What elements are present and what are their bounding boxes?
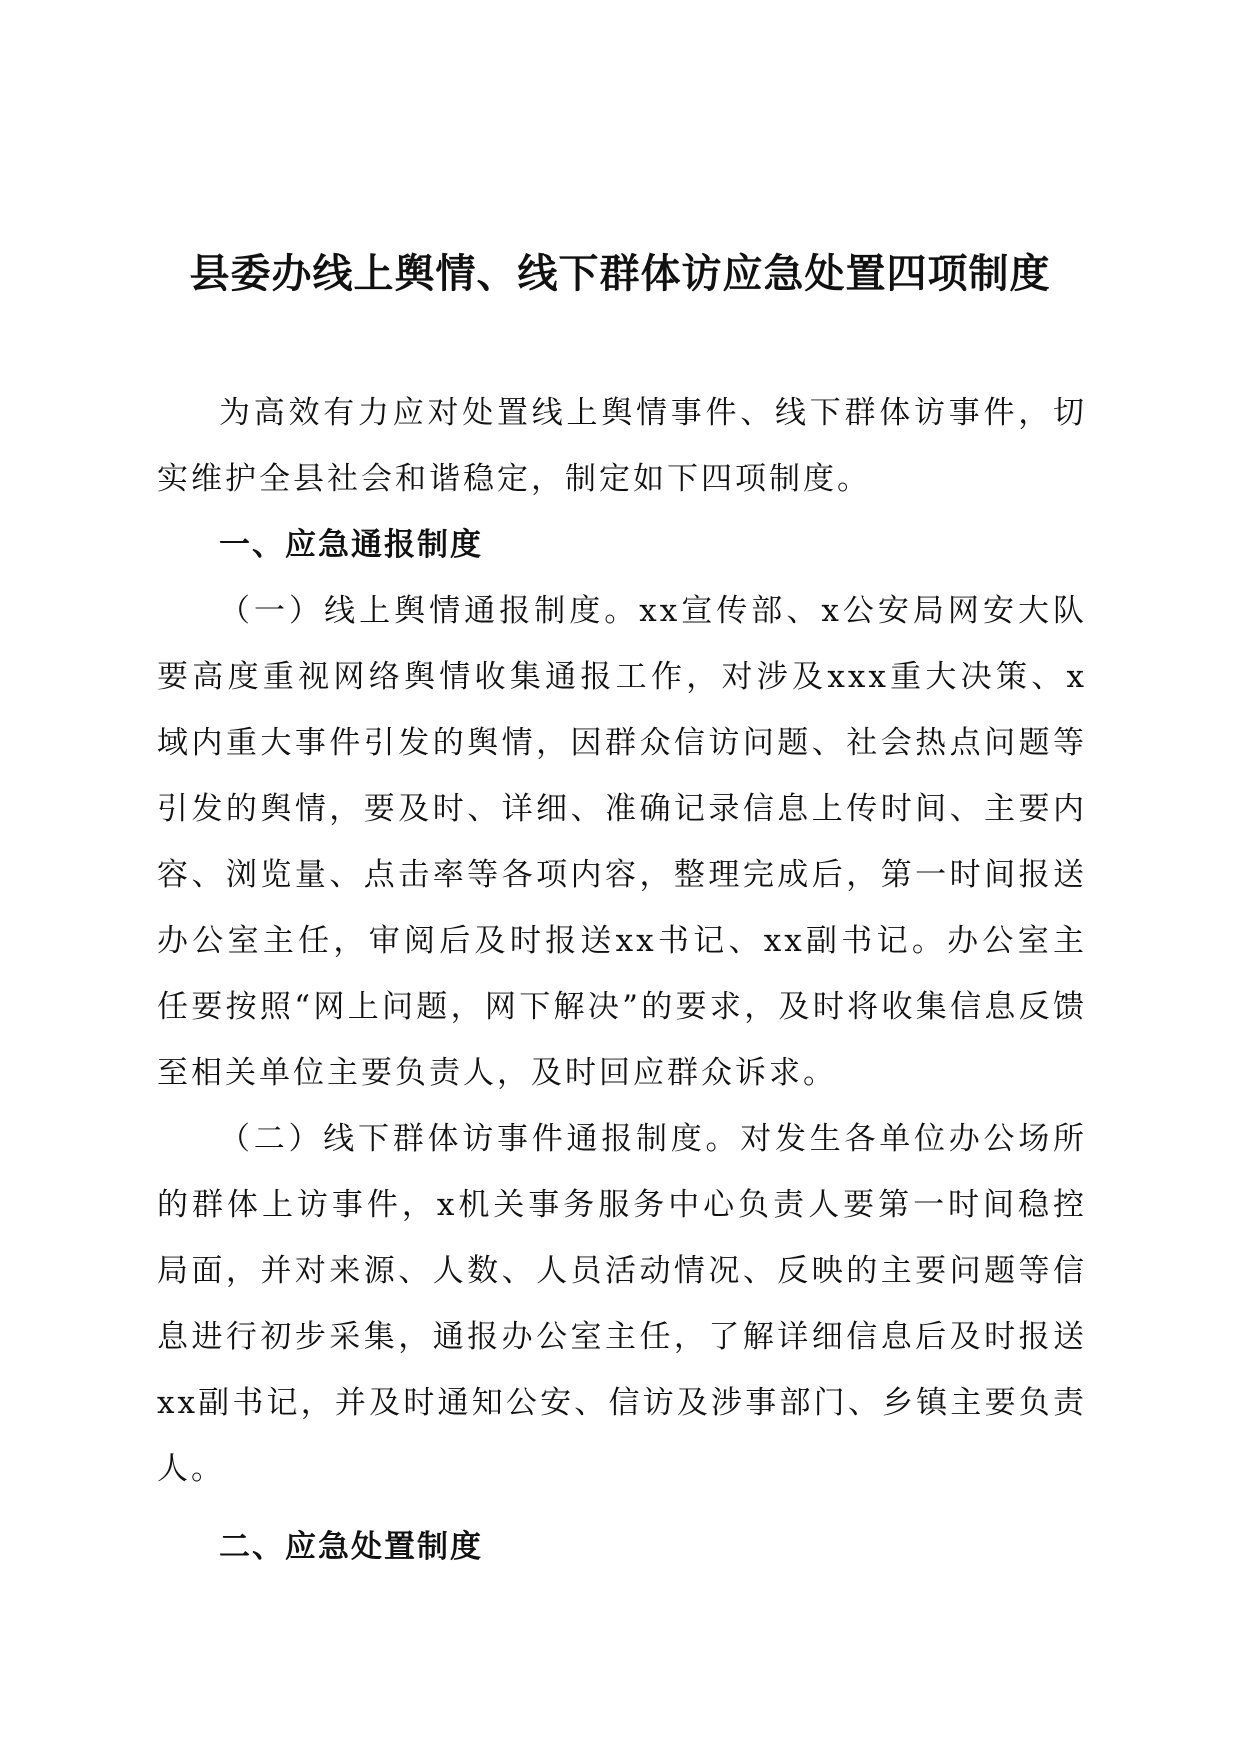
section-heading-1: 一、应急通报制度 — [219, 527, 483, 563]
section1-paragraph-1: （一）线上舆情通报制度。xx宣传部、x公安局网安大队要高度重视网络舆情收集通报工作，对涉及xxx重大决策、x域内重大事件引发的舆情，因群众信访问题、社会热点问题等引发的舆情，要及时、详细、准确记录信息上传时间、主要内容、浏览量、点击率等各项内容，整理完成后，第一时间报送办公室主任，审阅后及时报送xx书记、xx副书记。办公室主任要按照“网上问题，网下解决”的要求，及时将收集信息反馈至相关单位主要负责人，及时回应群众诉求。 — [157, 593, 1087, 1091]
section1-paragraph-2: （二）线下群体访事件通报制度。对发生各单位办公场所的群体上访事件，x机关事务服务中心负责人要第一时间稳控局面，并对来源、人数、人员活动情况、反映的主要问题等信息进行初步采集，通报办公室主任，了解详细信息后及时报送xx副书记，并及时通知公安、信访及涉事部门、乡镇主要负责人。 — [157, 1121, 1087, 1487]
section-heading-2: 二、应急处置制度 — [219, 1529, 483, 1565]
document-body — [157, 380, 1087, 1580]
document-title: 县委办线上舆情、线下群体访应急处置四项制度 — [189, 250, 1051, 297]
intro-paragraph: 为高效有力应对处置线上舆情事件、线下群体访事件，切实维护全县社会和谐稳定，制定如下四项制度。 — [157, 395, 1087, 497]
